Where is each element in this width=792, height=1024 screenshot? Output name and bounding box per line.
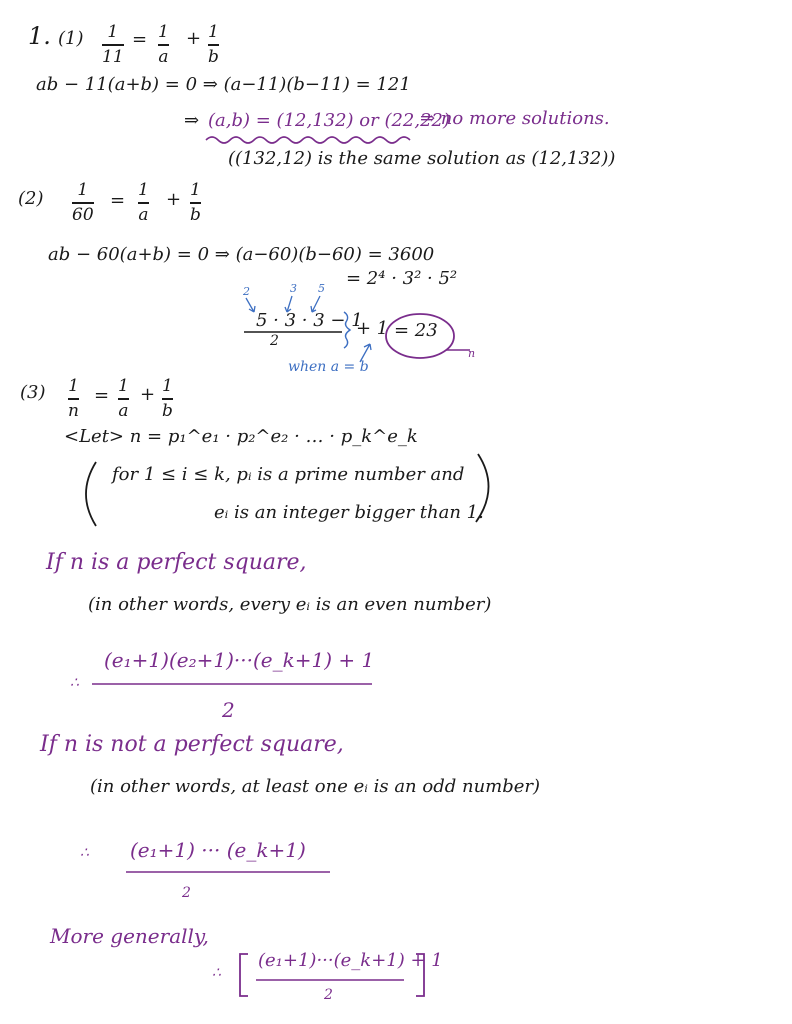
part2-count-denominator: 2	[270, 333, 279, 349]
paren-left	[86, 462, 96, 526]
not-square-denominator: 2	[182, 885, 191, 901]
part2-factor-line: ab − 60(a+b) = 0 ⇒ (a−60)(b−60) = 3600	[48, 244, 435, 265]
fraction-denominator: b	[162, 400, 173, 421]
therefore-symbol: ∴	[212, 965, 221, 981]
fraction-numerator: 1	[77, 180, 89, 200]
fraction-bar	[162, 398, 173, 400]
problem-number: 1.	[28, 22, 51, 50]
fraction-bar	[158, 44, 169, 46]
fraction-numerator: 1	[162, 376, 173, 396]
perfect-square-denominator: 2	[222, 698, 235, 722]
not-square-note: (in other words, at least one eᵢ is an odd number)	[90, 776, 541, 797]
part2-count-plus-one: + 1	[356, 318, 389, 339]
fraction-denominator: a	[118, 400, 129, 421]
fraction-denominator: 11	[102, 46, 124, 67]
bracket-left	[240, 954, 248, 996]
part2-count-numerator: 5 · 3 · 3 − 1	[256, 310, 363, 331]
part1-symmetry-note: ((132,12) is the same solution as (12,132))	[228, 148, 616, 169]
fraction-numerator: 1	[190, 180, 201, 200]
perfect-square-heading: If n is a perfect square,	[46, 550, 307, 575]
equals-sign: =	[110, 190, 126, 211]
plus-sign: +	[166, 189, 182, 210]
plus-sign: +	[186, 28, 202, 49]
fraction-numerator: 1	[68, 376, 79, 396]
fraction-denominator: n	[68, 400, 79, 421]
part3-b-fraction	[162, 378, 173, 420]
therefore-symbol: ∴	[70, 675, 79, 691]
general-numerator: (e₁+1)···(e_k+1) + 1	[258, 950, 443, 971]
fraction-denominator: a	[138, 204, 149, 225]
part1-b-fraction	[208, 24, 219, 66]
equals-sign: =	[132, 29, 148, 50]
exponent-annotation: 3	[290, 282, 297, 295]
perfect-square-numerator: (e₁+1)(e₂+1)···(e_k+1) + 1	[104, 648, 375, 672]
exponent-annotation: 5	[318, 282, 325, 295]
fraction-bar	[190, 202, 201, 204]
part2-lhs-fraction	[72, 182, 94, 224]
general-heading: More generally,	[50, 924, 209, 948]
fraction-bar	[72, 202, 94, 204]
condition-line-1: for 1 ≤ i ≤ k, pᵢ is a prime number and	[112, 464, 465, 485]
fraction-denominator: b	[208, 46, 219, 67]
not-square-heading: If n is not a perfect square,	[40, 732, 344, 757]
fraction-bar	[138, 202, 149, 204]
fraction-numerator: 1	[208, 22, 219, 42]
fraction-numerator: 1	[107, 22, 119, 42]
part1-label: (1)	[58, 28, 84, 49]
part1-no-more-note: ⇒ no more solutions.	[420, 108, 610, 129]
fraction-numerator: 1	[118, 376, 129, 396]
n-label: n	[468, 347, 476, 360]
when-equal-note: when a = b	[288, 359, 369, 375]
part2-b-fraction	[190, 182, 201, 224]
part1-lhs-fraction	[102, 24, 124, 66]
equals-sign: =	[94, 385, 110, 406]
perfect-square-note: (in other words, every eᵢ is an even number)	[88, 594, 492, 615]
fraction-numerator: 1	[158, 22, 169, 42]
part3-a-fraction	[118, 378, 129, 420]
fraction-bar	[118, 398, 129, 400]
part1-factor-line: ab − 11(a+b) = 0 ⇒ (a−11)(b−11) = 121	[36, 74, 411, 95]
part2-prime-factorization: = 2⁴ · 3² · 5²	[346, 268, 458, 289]
fraction-bar	[68, 398, 79, 400]
part3-lhs-fraction	[68, 378, 79, 420]
implies-arrow: ⇒	[184, 110, 200, 131]
exponent-annotation: 2	[243, 285, 250, 298]
part3-label: (3)	[20, 382, 46, 403]
part2-label: (2)	[18, 188, 44, 209]
therefore-symbol: ∴	[80, 845, 89, 861]
part1-a-fraction	[158, 24, 169, 66]
fraction-denominator: 60	[72, 204, 94, 225]
not-square-numerator: (e₁+1) ··· (e_k+1)	[130, 838, 306, 862]
let-statement: <Let> n = p₁^e₁ · p₂^e₂ · … · p_k^e_k	[64, 426, 418, 447]
fraction-denominator: a	[158, 46, 169, 67]
general-denominator: 2	[324, 987, 333, 1003]
wavy-underline	[206, 137, 410, 143]
fraction-bar	[102, 44, 124, 46]
fraction-numerator: 1	[138, 180, 149, 200]
fraction-denominator: b	[190, 204, 201, 225]
arrow	[246, 298, 255, 312]
condition-line-2: eᵢ is an integer bigger than 1.	[214, 502, 484, 523]
plus-sign: +	[140, 384, 156, 405]
part2-a-fraction	[138, 182, 149, 224]
fraction-bar	[208, 44, 219, 46]
part2-answer: = 23	[394, 320, 438, 341]
part1-solution-pairs: (a,b) = (12,132) or (22,22)	[208, 110, 451, 131]
